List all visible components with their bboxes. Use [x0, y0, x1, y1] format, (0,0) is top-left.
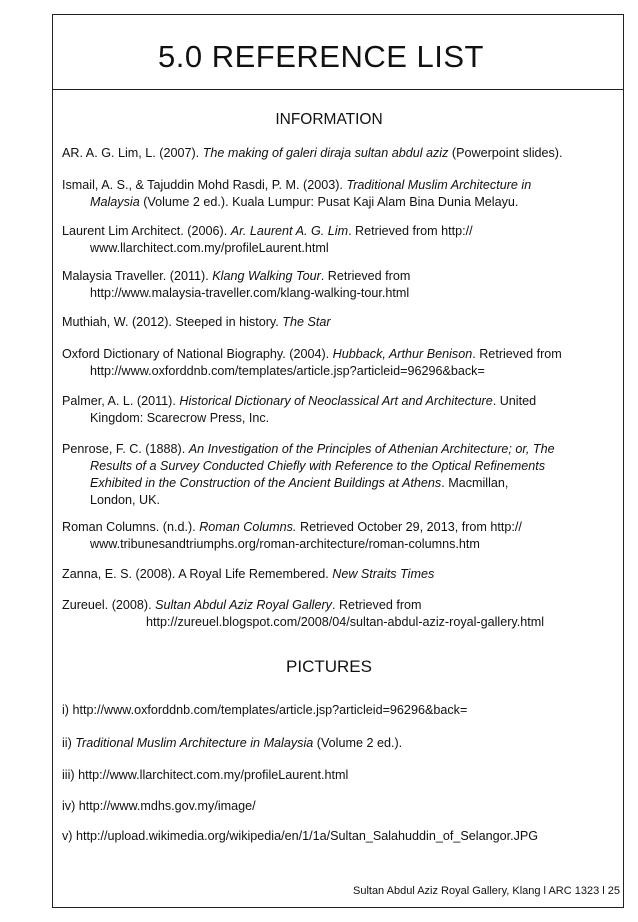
reference-item: Malaysia Traveller. (2011). Klang Walking Tour. Retrieved from http://www.malaysia-traveller.com/klang-walking-tour.html [62, 269, 411, 300]
reference-item: Ismail, A. S., & Tajuddin Mohd Rasdi, P. M. (2003). Traditional Muslim Architecture in Malaysia (Volume 2 ed.). Kuala Lumpur: Pusat Kaji Alam Bina Dunia Melayu. [62, 178, 532, 209]
reference-item: Zanna, E. S. (2008). A Royal Life Remembered. New Straits Times [62, 567, 435, 581]
picture-source-item: ii) Traditional Muslim Architecture in Malaysia (Volume 2 ed.). [62, 736, 403, 750]
reference-item: Palmer, A. L. (2011). Historical Dictionary of Neoclassical Art and Architecture. United Kingdom: Scarecrow Press, Inc. [62, 394, 537, 425]
page-title: 5.0 REFERENCE LIST [158, 39, 484, 74]
reference-item: Laurent Lim Architect. (2006). Ar. Laurent A. G. Lim. Retrieved from http:// www.llarchitect.com.my/profileLaurent.html [62, 224, 473, 255]
reference-item: Zureuel. (2008). Sultan Abdul Aziz Royal Gallery. Retrieved from http://zureuel.blogspot.com/2008/04/sultan-abdul-aziz-royal-gallery.html [62, 598, 545, 629]
page-footer: Sultan Abdul Aziz Royal Gallery, Klang l ARC 1323 l 25 [352, 885, 620, 897]
pictures-heading: PICTURES [286, 657, 372, 676]
information-heading: INFORMATION [275, 111, 383, 128]
reference-item: Oxford Dictionary of National Biography. (2004). Hubback, Arthur Benison. Retrieved from http://www.oxforddnb.com/templates/article.jsp?articleid=96296&back= [62, 347, 562, 378]
reference-item: Roman Columns. (n.d.). Roman Columns. Retrieved October 29, 2013, from http:// www.tribunesandtriumphs.org/roman-architecture/roman-columns.htm [62, 520, 522, 551]
reference-item: Muthiah, W. (2012). Steeped in history. The Star [62, 315, 331, 329]
reference-item: Penrose, F. C. (1888). An Investigation of the Principles of Athenian Architecture; or, The Results of a Survey Conducted Chiefly with Reference to the Optical Refinements Exhibited in the Construction of the Ancient Buildings at Athens. Macmillan, London, UK. [62, 442, 555, 507]
picture-source-item: iii) http://www.llarchitect.com.my/profileLaurent.html [62, 768, 349, 782]
picture-source-item: i) http://www.oxforddnb.com/templates/article.jsp?articleid=96296&back= [62, 703, 468, 717]
reference-item: AR. A. G. Lim, L. (2007). The making of galeri diraja sultan abdul aziz (Powerpoint slides). [62, 146, 563, 160]
picture-source-item: iv) http://www.mdhs.gov.my/image/ [62, 799, 256, 813]
picture-source-item: v) http://upload.wikimedia.org/wikipedia/en/1/1a/Sultan_Salahuddin_of_Selangor.JPG [62, 829, 539, 843]
